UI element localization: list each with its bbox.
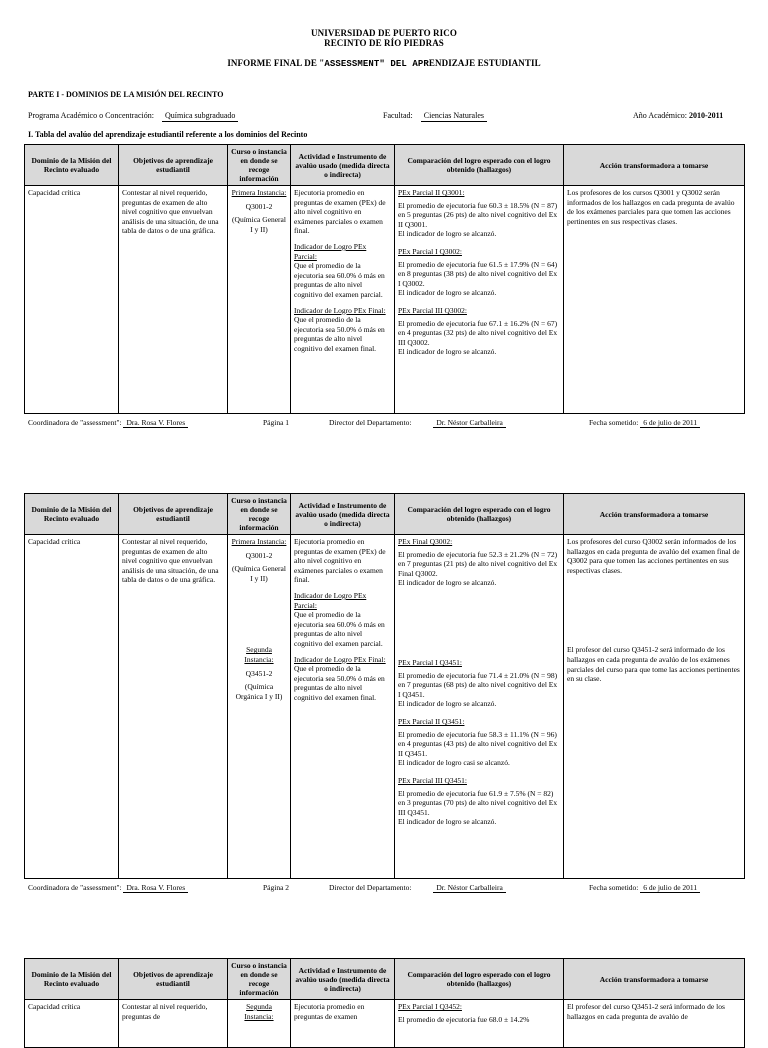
indicator-partial-text: Que el promedio de la ejecutoria sea 60.0% ó más en preguntas de alto nivel cognitivo del examen parcial. [294,610,385,648]
objective-cell: Contestar al nivel requerido, preguntas de [119,1000,228,1048]
footer-page1 [28,418,188,428]
objective-cell: Contestar al nivel requerido, preguntas de examen de alto nivel cognitivo que envuelvan análisis de una situación, de una tabla de datos o de una gráfica. [119,535,228,879]
coordinator-name: Dra. Rosa V. Flores [123,883,188,893]
header-comparison: Comparación del logro esperado con el logro obtenido (hallazgos) [395,145,564,186]
course-code: Q3001-2 [245,550,273,560]
finding-result: El indicador de logro se alcanzó. [398,229,497,239]
action-text: El profesor del curso Q3451-2 será informado de los hallazgos en cada pregunta de avalúo de los exámenes parciales del curso para que tome las acciones pertinentes en su clase. [567,645,740,684]
action-cell: El profesor del curso Q3451-2 será informado de los hallazgos en cada pregunta de avalúo de [564,1000,745,1048]
year-value: 2010-2011 [688,111,724,120]
year-line [633,111,723,121]
header-objectives: Objetivos de aprendizaje estudiantil [119,494,228,535]
table-row [25,186,745,414]
finding-text: El promedio de ejecutoria fue 67.1 ± 16.2% (N = 67) en 4 preguntas (32 pts) de alto nivel cognitivo del Ex III Q3002. [398,318,558,347]
course-cell [228,535,291,879]
program-value: Química subgraduado [162,111,238,122]
director-line [329,418,506,428]
faculty-line [383,111,487,122]
course-name: (Química General I y II) [232,564,286,583]
header-domain: Dominio de la Misión del Recinto evaluado [25,145,119,186]
instance-label: Primera Instancia: [231,188,287,197]
footer-page2 [28,883,188,893]
header-activity: Actividad e Instrumento de avalúo usado (medida directa o indirecta) [291,494,395,535]
header-objectives: Objetivos de aprendizaje estudiantil [119,145,228,186]
finding-title: PEx Parcial I Q3452: [398,1002,462,1011]
finding-title: PEx Parcial I Q3451: [398,657,462,667]
director-label: Director del Departamento: [329,418,412,427]
course-name: (Química General I y II) [232,215,286,234]
table-header-row [25,959,745,1000]
indicator-partial-title: Indicador de Logro PEx Parcial: [294,590,367,610]
part-title: PARTE I - DOMINIOS DE LA MISIÓN DEL RECINTO [28,90,224,99]
director-label: Director del Departamento: [329,883,412,892]
indicator-partial-text: Que el promedio de la ejecutoria sea 60.0% ó más en preguntas de alto nivel cognitivo del examen parcial. [294,261,385,299]
activity-cell [291,186,395,414]
course-cell [228,186,291,414]
director-line [329,883,506,893]
indicator-partial-title: Indicador de Logro PEx Parcial: [294,241,367,261]
finding-text: El promedio de ejecutoria fue 71.4 ± 21.0% (N = 98) en 7 preguntas (68 pts) de alto nivel cognitivo del Ex I Q3451. [398,670,558,699]
campus-name: RECINTO DE RÍO PIEDRAS [324,38,444,48]
objective-cell: Contestar al nivel requerido, preguntas de examen de alto nivel cognitivo que envuelvan análisis de una situación, de una tabla de datos o de una gráfica. [119,186,228,414]
finding-title: PEx Parcial II Q3451: [398,716,465,726]
finding-result: El indicador de logro se alcanzó. [398,578,497,588]
assessment-table-page1 [24,144,745,414]
course-name: (Química Orgánica I y II) [235,682,283,701]
header-course: Curso o instancia en donde se recoge información [228,959,291,1000]
coordinator-label: Coordinadora de "assessment": [28,418,122,427]
coordinator-label: Coordinadora de "assessment": [28,883,122,892]
section-title: I. Tabla del avalúo del aprendizaje estudiantil referente a los dominios del Recinto [28,130,308,139]
findings-cell [395,535,564,879]
finding-text: El promedio de ejecutoria fue 52.3 ± 21.2% (N = 72) en 7 preguntas (21 pts) de alto nivel cognitivo del Ex Final Q3002. [398,549,558,578]
report-title-prefix: INFORME FINAL DE " [227,58,325,68]
report-title [0,58,768,69]
indicator-final-title: Indicador de Logro PEx Final: [294,305,386,315]
findings-cell [395,186,564,414]
finding-title: PEx Parcial II Q3001: [398,188,465,197]
finding-result: El indicador de logro se alcanzó. [398,817,497,827]
program-line [28,111,238,122]
director-name: Dr. Néstor Carballeira [433,883,505,893]
coordinator-name: Dra. Rosa V. Flores [123,418,188,428]
action-cell: Los profesores de los cursos Q3001 y Q3002 serán informados de los hallazgos en cada pregunta de avalúo de los exámenes parciales para que tomen las acciones pertinentes en sus respectivas clases. [564,186,745,414]
domain-cell: Capacidad crítica [25,535,119,879]
header-objectives: Objetivos de aprendizaje estudiantil [119,959,228,1000]
action-cell [564,535,745,879]
year-label: Año Académico: [633,111,687,120]
course-code: Q3451-2 [245,668,273,678]
finding-title: PEx Final Q3002: [398,537,453,546]
header-domain: Dominio de la Misión del Recinto evaluado [25,494,119,535]
table-row [25,535,745,879]
finding-result: El indicador de logro se alcanzó. [398,347,497,357]
instance-label: Segunda Instancia: [244,645,274,664]
date-label: Fecha sometido: [589,883,639,892]
date-value: 6 de julio de 2011 [640,883,700,893]
finding-title: PEx Parcial III Q3451: [398,775,467,785]
director-name: Dr. Néstor Carballeira [433,418,505,428]
finding-text: El promedio de ejecutoria fue 68.0 ± 14.2% [398,1014,530,1024]
header-action: Acción transformadora a tomarse [564,494,745,535]
finding-result: El indicador de logro se alcanzó. [398,288,497,298]
header-comparison: Comparación del logro esperado con el logro obtenido (hallazgos) [395,494,564,535]
header-domain: Dominio de la Misión del Recinto evaluado [25,959,119,1000]
finding-text: El promedio de ejecutoria fue 61.9 ± 7.5% (N = 82) en 3 preguntas (70 pts) de alto nivel cognitivo del Ex III Q3451. [398,788,558,817]
page-number: Página 1 [263,418,290,427]
header-activity: Actividad e Instrumento de avalúo usado (medida directa o indirecta) [291,145,395,186]
report-title-mid: ASSESSMENT" DEL APR [324,59,429,69]
domain-cell: Capacidad crítica [25,1000,119,1048]
indicator-final-text: Que el promedio de la ejecutoria sea 50.0% ó más en preguntas de alto nivel cognitivo del examen final. [294,315,385,353]
date-value: 6 de julio de 2011 [640,418,700,428]
domain-cell: Capacidad crítica [25,186,119,414]
date-line [589,418,700,428]
finding-text: El promedio de ejecutoria fue 61.5 ± 17.9% (N = 64) en 8 preguntas (38 pts) de alto nivel cognitivo del Ex I Q3002. [398,259,558,288]
activity-main: Ejecutoria promedio en preguntas de examen (PEx) de alto nivel cognitivo en exámenes parciales o examen final. [294,188,386,236]
header-course: Curso o instancia en donde se recoge información [228,494,291,535]
finding-title: PEx Parcial I Q3002: [398,246,462,256]
report-title-suffix: ENDIZAJE ESTUDIANTIL [428,58,541,68]
activity-main: Ejecutoria promedio en preguntas de examen (PEx) de alto nivel cognitivo en exámenes parciales o examen final. [294,537,386,585]
finding-text: El promedio de ejecutoria fue 58.3 ± 11.1% (N = 96) en 4 preguntas (43 pts) de alto nivel cognitivo del Ex II Q3451. [398,729,558,758]
header-activity: Actividad e Instrumento de avalúo usado (medida directa o indirecta) [291,959,395,1000]
indicator-final-text: Que el promedio de la ejecutoria sea 50.0% ó más en preguntas de alto nivel cognitivo del examen final. [294,664,385,702]
date-line [589,883,700,893]
university-name: UNIVERSIDAD DE PUERTO RICO [311,28,457,38]
table-header-row [25,494,745,535]
instance-label: Segunda Instancia: [244,1002,274,1021]
faculty-label: Facultad: [383,111,413,120]
header-course: Curso o instancia en donde se recoge información [228,145,291,186]
page-number: Página 2 [263,883,290,892]
header-comparison: Comparación del logro esperado con el logro obtenido (hallazgos) [395,959,564,1000]
activity-cell: Ejecutoria promedio en preguntas de examen [291,1000,395,1048]
table-header-row [25,145,745,186]
action-text: Los profesores del curso Q3002 serán informados de los hallazgos en cada pregunta de avalúo del examen final de Q3002 para que tomen las acciones pertinentes en sus respectivas clases. [567,537,740,575]
finding-title: PEx Parcial III Q3002: [398,305,467,315]
program-label: Programa Académico o Concentración: [28,111,154,120]
header-action: Acción transformadora a tomarse [564,959,745,1000]
course-code: Q3001-2 [245,201,273,211]
finding-result: El indicador de logro casi se alcanzó. [398,758,510,768]
header-action: Acción transformadora a tomarse [564,145,745,186]
instance-label: Primera Instancia: [231,537,287,546]
indicator-final-title: Indicador de Logro PEx Final: [294,654,386,664]
faculty-value: Ciencias Naturales [421,111,487,122]
assessment-table-page3 [24,958,745,1048]
assessment-table-page2 [24,493,745,879]
finding-text: El promedio de ejecutoria fue 60.3 ± 18.5% (N = 87) en 5 preguntas (26 pts) de alto nivel cognitivo del Ex II Q3001. [398,200,558,229]
finding-result: El indicador de logro se alcanzó. [398,699,497,709]
date-label: Fecha sometido: [589,418,639,427]
activity-cell [291,535,395,879]
